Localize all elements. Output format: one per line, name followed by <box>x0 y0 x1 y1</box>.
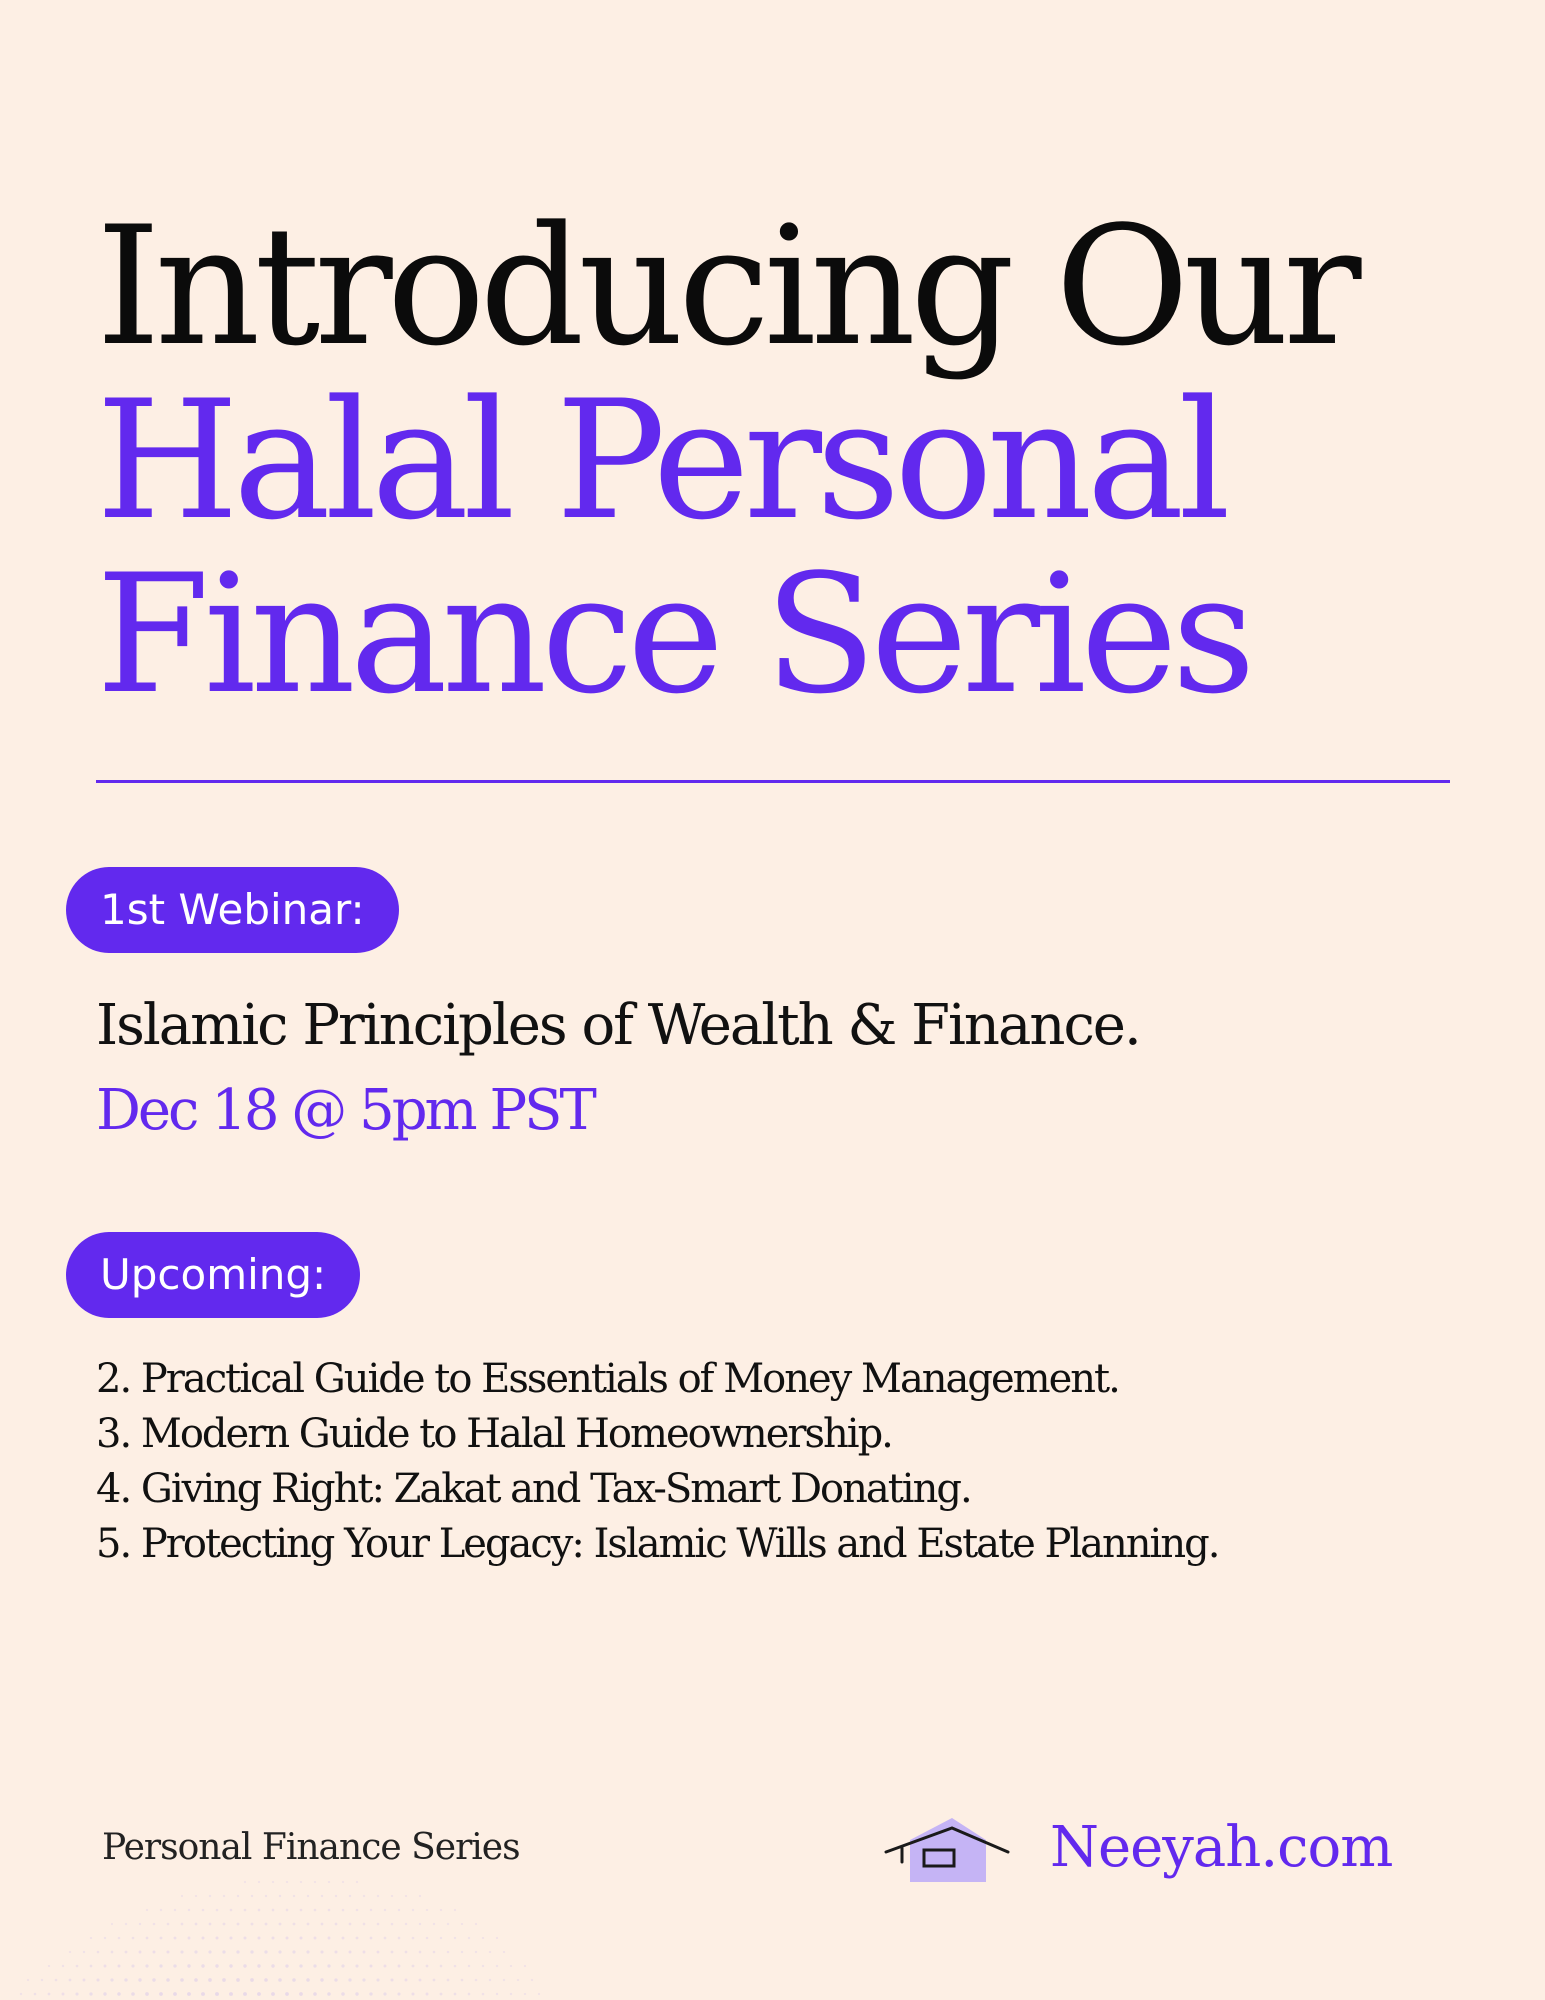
upcoming-list <box>96 1352 1218 1572</box>
list-item: 3. Modern Guide to Halal Homeownership. <box>96 1411 892 1457</box>
upcoming-badge: Upcoming: <box>66 1232 360 1318</box>
webinar-badge: 1st Webinar: <box>66 867 399 953</box>
footer-series-label: Personal Finance Series <box>102 1827 520 1868</box>
headline-line-2: Halal Personal <box>96 365 1225 556</box>
divider <box>96 780 1450 783</box>
list-item: 2. Practical Guide to Essentials of Money Management. <box>96 1356 1119 1402</box>
headline-line-3: Finance Series <box>96 539 1250 730</box>
webinar-title: Islamic Principles of Wealth & Finance. <box>96 993 1140 1058</box>
headline <box>96 191 1356 730</box>
headline-line-1: Introducing Our <box>96 191 1356 382</box>
dot-pattern-decoration <box>0 1640 620 2000</box>
website-link[interactable]: Neeyah.com <box>1050 1815 1393 1880</box>
list-item: 5. Protecting Your Legacy: Islamic Wills and Estate Planning. <box>96 1521 1219 1567</box>
webinar-date: Dec 18 @ 5pm PST <box>96 1078 594 1143</box>
house-icon <box>882 1812 1012 1888</box>
list-item: 4. Giving Right: Zakat and Tax-Smart Donating. <box>96 1466 971 1512</box>
